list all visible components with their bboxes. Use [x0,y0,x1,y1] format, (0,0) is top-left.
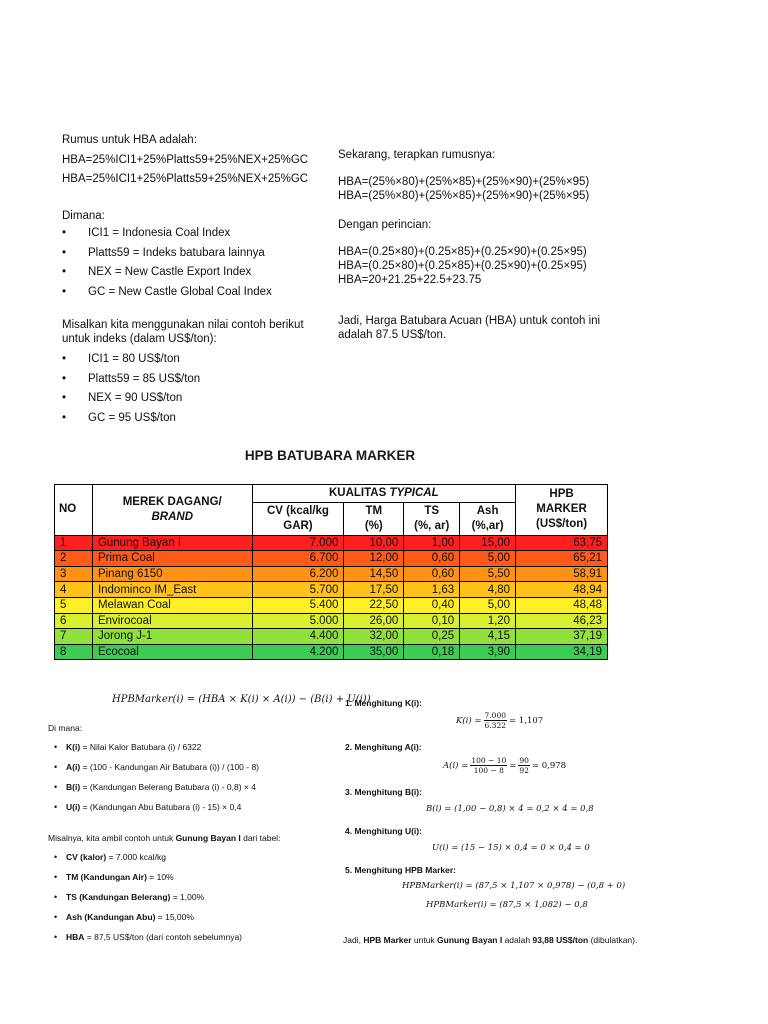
cell-ash: 1,20 [460,613,516,629]
header-quality-group [252,485,516,503]
cell-tm: 10,00 [344,535,404,551]
cell-tm: 26,00 [344,613,404,629]
cell-hpb: 63,75 [516,535,608,551]
cell-ash: 5,50 [460,566,516,582]
value-text: = 15,00% [155,912,194,922]
cell-ts: 0,25 [404,629,460,645]
detail-text: Dengan perincian: [338,219,432,231]
cell-brand: Pinang 6150 [92,566,252,582]
cell-brand: Jorong J-1 [92,629,252,645]
cell-tm: 14,50 [344,566,404,582]
final-suffix: (dibulatkan). [588,935,638,945]
cell-ash: 3,90 [460,644,516,660]
cell-tm: 32,00 [344,629,404,645]
step2-equation [443,756,566,775]
def-text: = (100 - Kandungan Air Batubara (i)) / (100 - 8) [80,762,260,772]
cell-hpb: 48,48 [516,597,608,613]
final-bold-2: Gunung Bayan I [437,935,503,945]
cell-no: 6 [55,613,93,629]
cell-hpb: 37,19 [516,629,608,645]
value-bold: CV (kalor) [66,852,107,862]
cell-no: 7 [55,629,93,645]
cell-no: 2 [55,551,93,567]
cell-cv: 4.200 [252,644,344,660]
cell-hpb: 58,91 [516,566,608,582]
table-row [55,629,608,645]
def-text: = (Kandungan Belerang Batubara (i) - 0,8) × 4 [80,782,256,792]
header-tm [344,502,404,535]
cell-brand: Melawan Coal [92,597,252,613]
step4-title: 4. Menghitung U(i): [345,826,422,836]
example-intro-1: Misalkan kita menggunakan nilai contoh berikut [62,319,304,331]
cell-ts: 0,10 [404,613,460,629]
cell-tm: 12,00 [344,551,404,567]
value-text: = 1,00% [170,892,205,902]
value-bold: TS (Kandungan Belerang) [66,892,171,902]
step2-numerator: 100 − 10 [471,756,507,765]
step5-title: 5. Menghitung HPB Marker: [345,865,456,875]
cell-hpb: 65,21 [516,551,608,567]
list-item [50,762,259,772]
header-brand [92,485,252,536]
list-item: • ICI1 = 80 US$/ton [60,350,200,370]
cell-ts: 0,40 [404,597,460,613]
cell-cv: 6.700 [252,551,344,567]
cell-cv: 5.400 [252,597,344,613]
value-text: = 10% [146,872,174,882]
hba-formula-2: HBA=25%ICI1+25%Platts59+25%NEX+25%GC [62,173,309,185]
example-sentence [48,832,280,844]
intro-text: Rumus untuk HBA adalah: [62,134,197,146]
step3-title: 3. Menghitung B(i): [345,787,422,797]
step2-title: 2. Menghitung A(i): [345,742,422,752]
cell-ash: 5,00 [460,551,516,567]
list-item [50,932,242,942]
final-bold-1: HPB Marker [363,935,412,945]
hpb-main-formula: HPBMarker(i) = (HBA × K(i) × A(i)) − (B(i) + U(i)) [112,694,371,705]
cell-no: 1 [55,535,93,551]
cell-cv: 4.400 [252,629,344,645]
final-prefix: Jadi, [343,935,364,945]
example-values-list-2 [50,852,242,942]
step2-fraction-1 [470,756,507,775]
dimana-label-2: Di mana: [48,723,83,733]
header-brand-line1: MEREK DAGANG/ [122,495,222,508]
cell-tm: 35,00 [344,644,404,660]
header-ts [404,502,460,535]
cell-no: 4 [55,582,93,598]
list-item: • Platts59 = 85 US$/ton [60,370,200,390]
example-values-list [60,350,200,428]
cell-hpb: 34,19 [516,644,608,660]
step2-equals: = [509,760,517,771]
conclusion-1: Jadi, Harga Batubara Acuan (HBA) untuk contoh ini [338,315,601,327]
table-row [55,597,608,613]
header-brand-line2: BRAND [151,510,193,523]
table-row [55,551,608,567]
cell-cv: 5.700 [252,582,344,598]
hba-formula-1: HBA=25%ICI1+25%Platts59+25%NEX+25%GC [62,154,309,166]
header-no: NO [55,485,93,536]
def-text: = Nilai Kalor Batubara (i) / 6322 [80,742,202,752]
list-item [50,892,242,902]
hba-eq-2: HBA=(25%×80)+(25%×85)+(25%×90)+(25%×95) [338,190,590,202]
cell-hpb: 48,94 [516,582,608,598]
step1-fraction [484,711,507,730]
header-ash-line2: (%,ar) [471,519,504,532]
cell-no: 3 [55,566,93,582]
cell-brand: Envirocoal [92,613,252,629]
cell-ts: 0,60 [404,566,460,582]
header-cv-line2: GAR) [283,519,313,532]
header-cv-line1: CV (kcal/kg [266,504,329,517]
step2-result: = 0,978 [531,760,567,771]
def-text: = (Kandungan Abu Batubara (i) - 15) × 0,4 [80,802,242,812]
hba-eq-5: HBA=20+21.25+22.5+23.75 [338,274,482,286]
step2-numerator-2: 90 [519,756,529,765]
step2-fraction-2 [518,756,530,775]
value-bold: HBA [66,932,85,942]
cell-tm: 17,50 [344,582,404,598]
dimana-label: Dimana: [62,210,105,222]
header-hpb-line1: HPB [549,488,574,501]
cell-cv: 5.000 [252,613,344,629]
example-suffix: dari tabel: [240,833,281,843]
table-row [55,535,608,551]
def-bold: A(i) [66,762,81,772]
step1-result: = 1,107 [509,715,544,726]
header-ts-line2: (%, ar) [414,519,450,532]
cell-ash: 15,00 [460,535,516,551]
header-hpb [516,485,608,536]
table-row [55,566,608,582]
list-item: • NEX = 90 US$/ton [60,389,200,409]
header-quality-italic: TYPICAL [389,486,439,499]
table-row [55,613,608,629]
list-item [50,912,242,922]
cell-ash: 4,80 [460,582,516,598]
list-item [50,742,259,752]
list-item [50,872,242,882]
cell-brand: Gunung Bayan I [92,535,252,551]
final-mid-2: adalah [502,935,533,945]
list-item [50,852,242,862]
step1-title: 1. Menghitung K(i): [345,698,422,708]
table-title: HPB BATUBARA MARKER [244,448,416,463]
cell-ts: 0,18 [404,644,460,660]
header-cv [252,502,344,535]
cell-hpb: 46,23 [516,613,608,629]
header-ash-line1: Ash [476,504,499,517]
step1-denominator: 6.322 [484,721,507,730]
list-item: • GC = New Castle Global Coal Index [60,283,272,303]
conclusion-2: adalah 87.5 US$/ton. [338,329,447,341]
hba-eq-4: HBA=(0.25×80)+(0.25×85)+(0.25×90)+(0.25×95) [338,260,587,272]
step2-denominator: 100 − 8 [473,766,504,775]
header-ash [460,502,516,535]
def-bold: B(i) [66,782,81,792]
header-tm-line1: TM [365,504,383,517]
header-hpb-line2: MARKER [536,503,587,516]
list-item: • ICI1 = Indonesia Coal Index [60,224,272,244]
cell-tm: 22,50 [344,597,404,613]
value-text: = 87,5 US$/ton (dari contoh sebelumnya) [84,932,242,942]
value-text: = 7.000 kcal/kg [106,852,166,862]
header-quality-text: KUALITAS [328,486,390,499]
definition-list [60,224,272,302]
final-bold-3: 93,88 US$/ton [532,935,589,945]
header-ts-line1: TS [424,504,440,517]
step1-numerator: 7.000 [484,711,507,720]
hpb-table [54,484,608,660]
step4-equation: U(i) = (15 − 15) × 0,4 = 0 × 0,4 = 0 [432,843,590,853]
header-tm-line2: (%) [364,519,383,532]
header-hpb-line3: (US$/ton) [535,518,588,531]
apply-text: Sekarang, terapkan rumusnya: [338,149,496,161]
step2-denominator-2: 92 [519,766,529,775]
cell-ts: 1,00 [404,535,460,551]
step1-lhs: K(i) = [456,715,482,726]
hba-eq-3: HBA=(0.25×80)+(0.25×85)+(0.25×90)+(0.25×95) [338,246,587,258]
example-bold: Gunung Bayan I [175,833,241,843]
list-item [50,782,259,792]
cell-ash: 4,15 [460,629,516,645]
cell-no: 8 [55,644,93,660]
cell-brand: Prima Coal [92,551,252,567]
step3-equation: B(i) = (1,00 − 0,8) × 4 = 0,2 × 4 = 0,8 [426,804,594,814]
def-bold: K(i) [66,742,81,752]
cell-no: 5 [55,597,93,613]
table-row [55,644,608,660]
step5-equation-1: HPBMarker(i) = (87,5 × 1,107 × 0,978) − (0,8 + 0) [402,881,626,891]
list-item: • GC = 95 US$/ton [60,409,200,429]
variable-definition-list [50,742,259,812]
list-item [50,802,259,812]
table-row [55,582,608,598]
value-bold: TM (Kandungan Air) [66,872,147,882]
example-prefix: Misalnya, kita ambil contoh untuk [48,833,176,843]
cell-cv: 6.200 [252,566,344,582]
cell-brand: Ecocoal [92,644,252,660]
final-mid: untuk [411,935,438,945]
cell-cv: 7.000 [252,535,344,551]
list-item: • Platts59 = Indeks batubara lainnya [60,244,272,264]
step1-equation [456,711,543,730]
cell-ts: 0,60 [404,551,460,567]
cell-ash: 5,00 [460,597,516,613]
hba-eq-1: HBA=(25%×80)+(25%×85)+(25%×90)+(25%×95) [338,176,590,188]
list-item: • NEX = New Castle Export Index [60,263,272,283]
example-intro-2: untuk indeks (dalam US$/ton): [62,333,217,345]
cell-brand: Indominco IM_East [92,582,252,598]
cell-ts: 1,63 [404,582,460,598]
def-bold: U(i) [66,802,81,812]
value-bold: Ash (Kandungan Abu) [66,912,156,922]
final-conclusion [343,934,637,946]
step5-equation-2: HPBMarker(i) = (87,5 × 1,082) − 0,8 [426,900,588,910]
step2-lhs: A(i) = [443,760,469,771]
